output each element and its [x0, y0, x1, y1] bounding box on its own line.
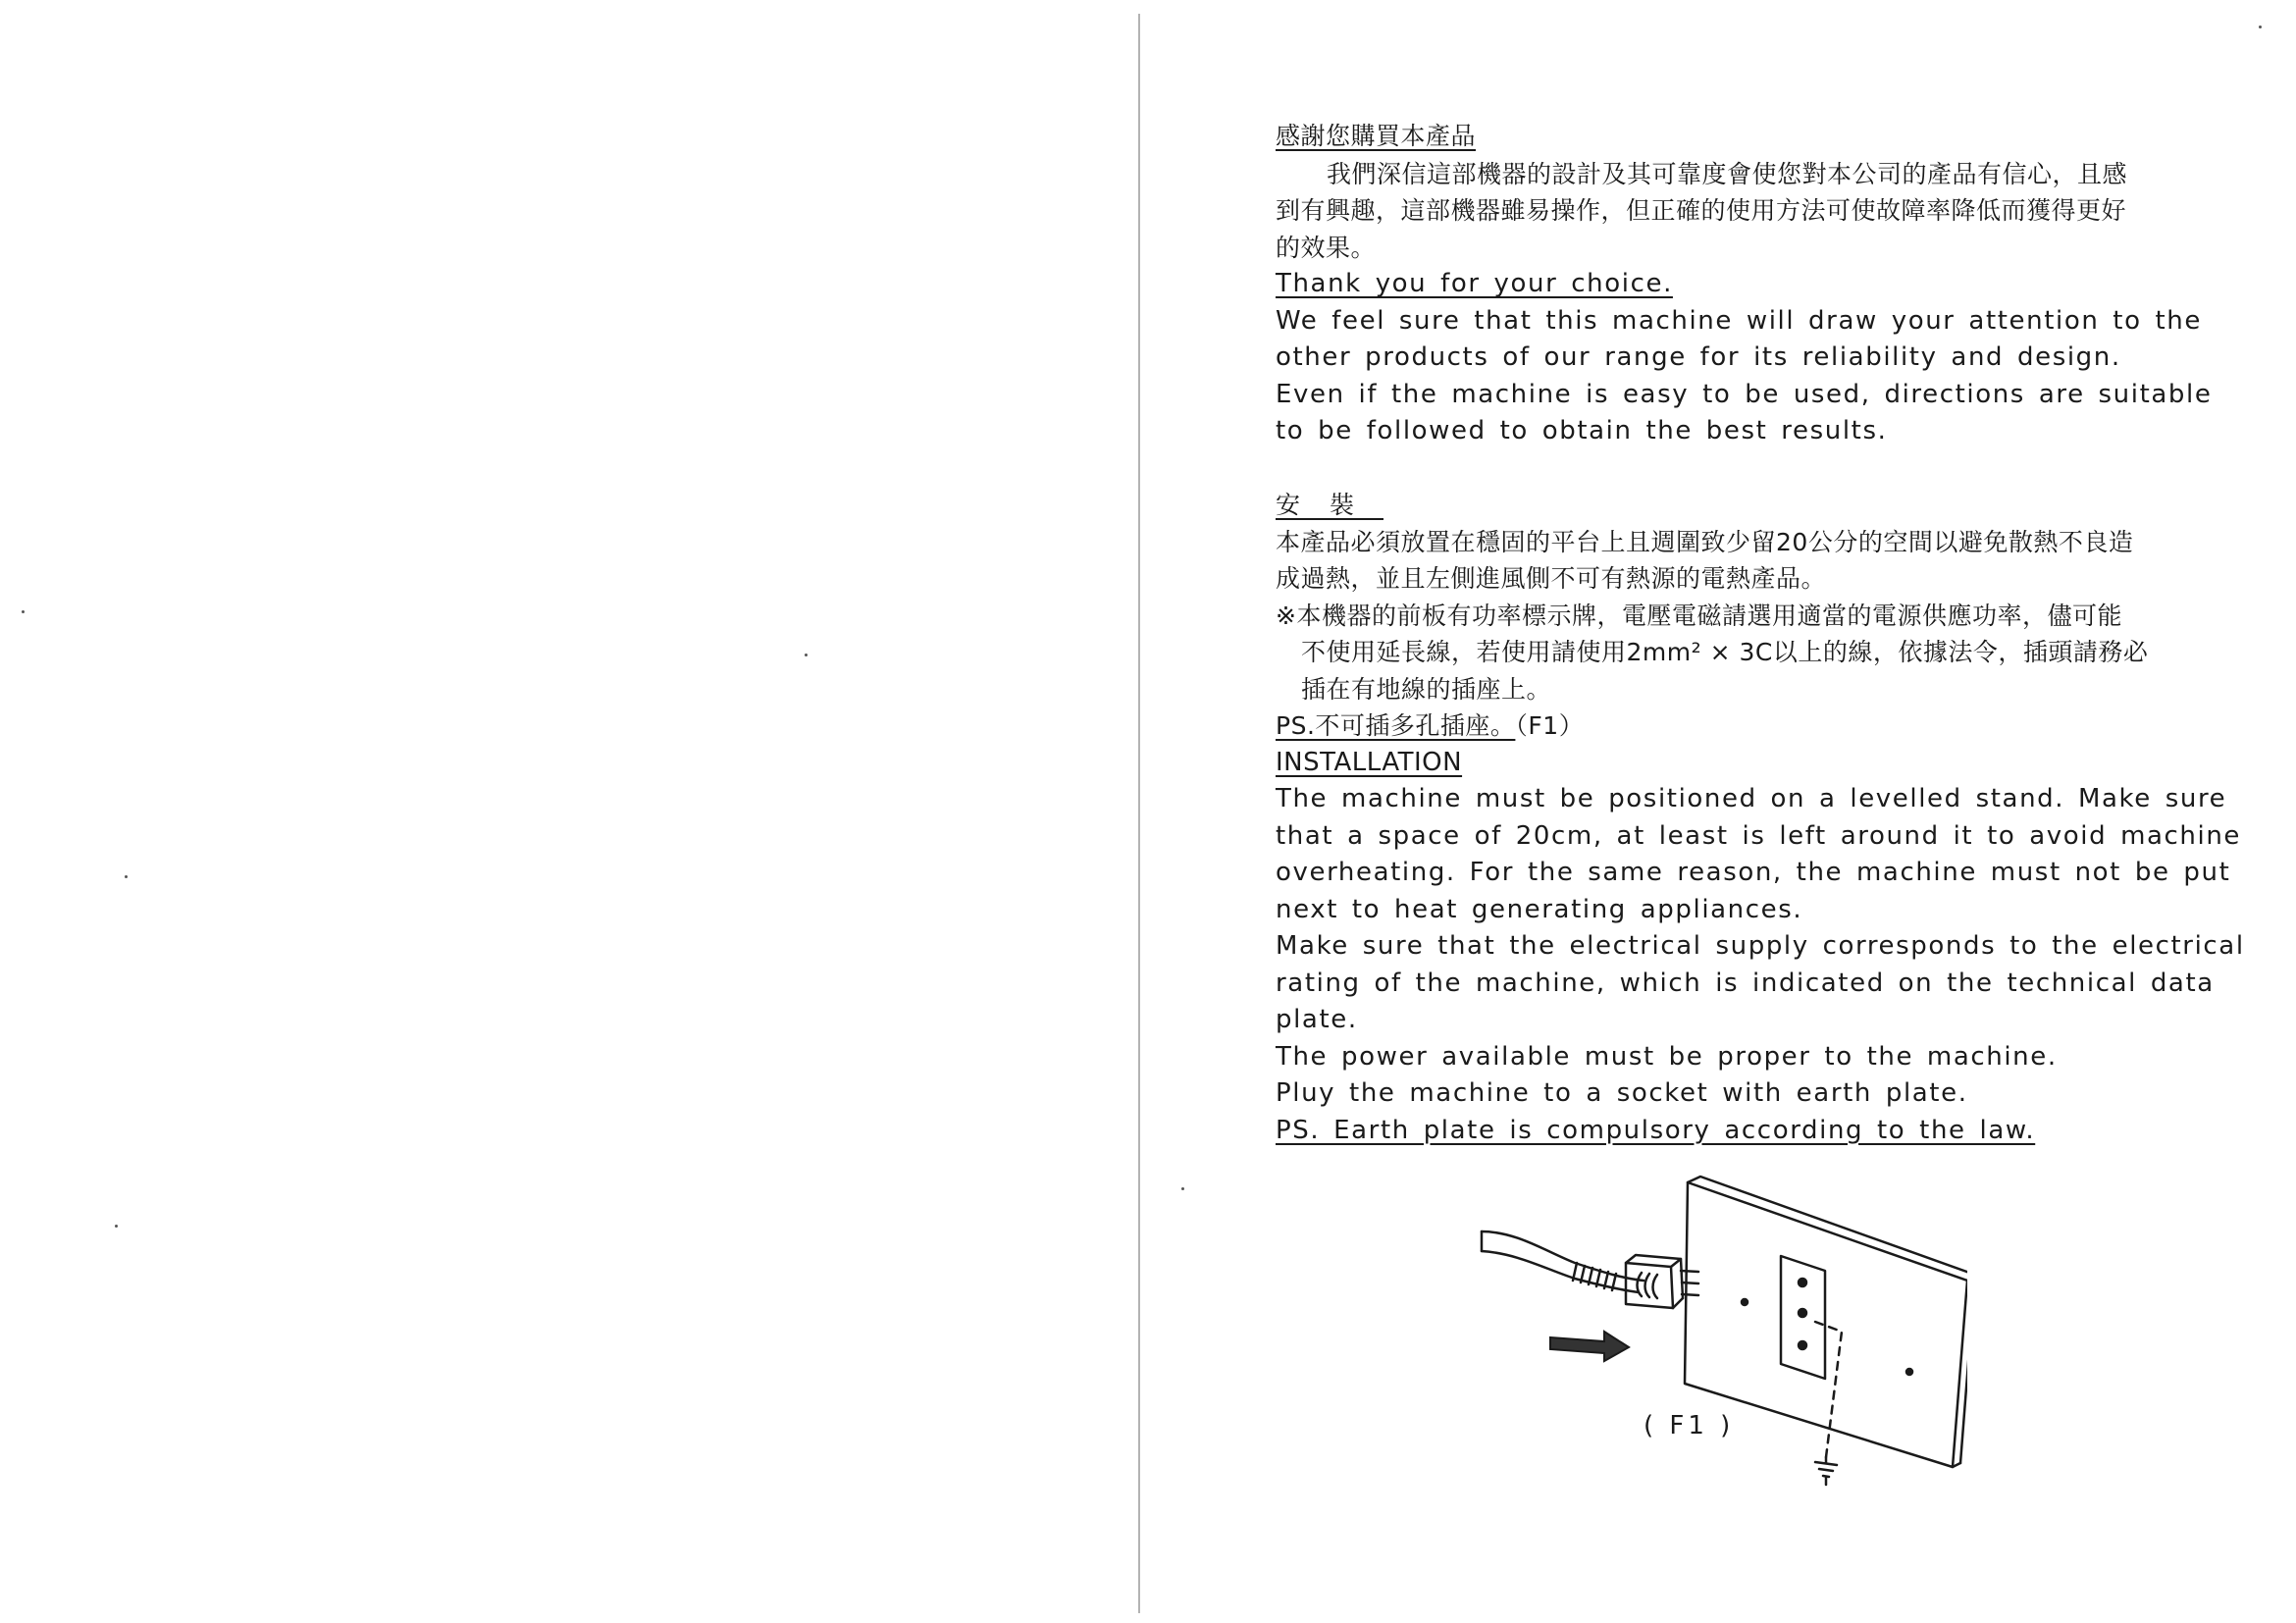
socket-hole: [1799, 1279, 1806, 1286]
install-body-en-line: The power available must be proper to the machine.: [1276, 1041, 2058, 1072]
earth-line: [1815, 1322, 1842, 1457]
scan-speck: [805, 654, 808, 656]
install-body-en-line: that a space of 20cm, at least is left around it to avoid machine: [1276, 820, 2242, 851]
install-body-en-line: overheating. For the same reason, the machine must not be put: [1276, 858, 2231, 887]
scan-speck: [115, 1225, 118, 1228]
scan-speck: [125, 875, 128, 878]
socket-hole: [1799, 1341, 1806, 1349]
scan-speck: [22, 610, 25, 613]
thanks-title-zh: 感謝您購買本產品: [1276, 122, 1477, 150]
install-body-zh-line: 成過熱，並且左側進風側不可有熱源的電熱產品。: [1276, 564, 1827, 593]
scan-speck: [2259, 26, 2262, 28]
install-ps-zh: PS.不可插多孔插座。: [1276, 711, 1516, 740]
install-body-zh-line: 插在有地線的插座上。: [1301, 674, 1552, 704]
insert-arrow-icon: [1550, 1332, 1629, 1361]
install-ps-en: PS. Earth plate is compulsory according to the law.: [1276, 1115, 2036, 1145]
figure-caption: ( F1 ): [1644, 1411, 1735, 1440]
plug-pin: [1681, 1271, 1698, 1272]
thanks-body-en-line: other products of our range for its reliability and design.: [1276, 342, 2121, 372]
thanks-body-zh-line: 我們深信這部機器的設計及其可靠度會使您對本公司的產品有信心，且感: [1327, 159, 2128, 188]
install-title-zh: 安裝: [1276, 491, 1384, 519]
right-page-text: [1276, 118, 2245, 1149]
install-title-en: INSTALLATION: [1276, 747, 1463, 777]
install-body-en-line: next to heat generating appliances.: [1276, 894, 1803, 924]
install-body-en-line: Make sure that the electrical supply corresponds to the electrical: [1276, 931, 2245, 961]
thanks-body-en-line: to be followed to obtain the best results.: [1276, 416, 1888, 445]
scan-speck: [1181, 1187, 1184, 1190]
install-body-en-line: rating of the machine, which is indicated on the technical data: [1276, 968, 2215, 998]
plug-body: [1626, 1263, 1673, 1308]
thanks-body-en-line: We feel sure that this machine will draw your attention to the: [1276, 305, 2202, 336]
install-body-zh-line: 本產品必須放置在穩固的平台上且週圍致少留20公分的空間以避免散熱不良造: [1276, 527, 2134, 556]
thanks-body-zh-line: 到有興趣，這部機器雖易操作，但正確的使用方法可使故障率降低而獲得更好: [1276, 196, 2127, 225]
install-body-en-line: The machine must be positioned on a levelled stand. Make sure: [1276, 784, 2227, 813]
thanks-title-en: Thank you for your choice.: [1276, 269, 1673, 298]
thanks-body-en-line: Even if the machine is easy to be used, directions are suitable: [1276, 379, 2213, 409]
plug-pin: [1682, 1294, 1698, 1295]
install-body-zh-line: ※本機器的前板有功率標示牌，電壓電磁請選用適當的電源供應功率，儘可能: [1276, 601, 2122, 630]
install-body-en-line: Pluy the machine to a socket with earth plate.: [1276, 1078, 1968, 1108]
install-ps-zh-ref: （F1）: [1515, 711, 1585, 740]
thanks-body-zh-line: 的效果。: [1276, 233, 1377, 262]
socket-hole: [1799, 1309, 1806, 1317]
install-body-zh-line: 不使用延長線，若使用請使用2mm² × 3C以上的線，依據法令，插頭請務必: [1301, 638, 2149, 666]
page-binding-divider: [1138, 14, 1140, 1613]
install-body-en-line: plate.: [1276, 1005, 1358, 1034]
